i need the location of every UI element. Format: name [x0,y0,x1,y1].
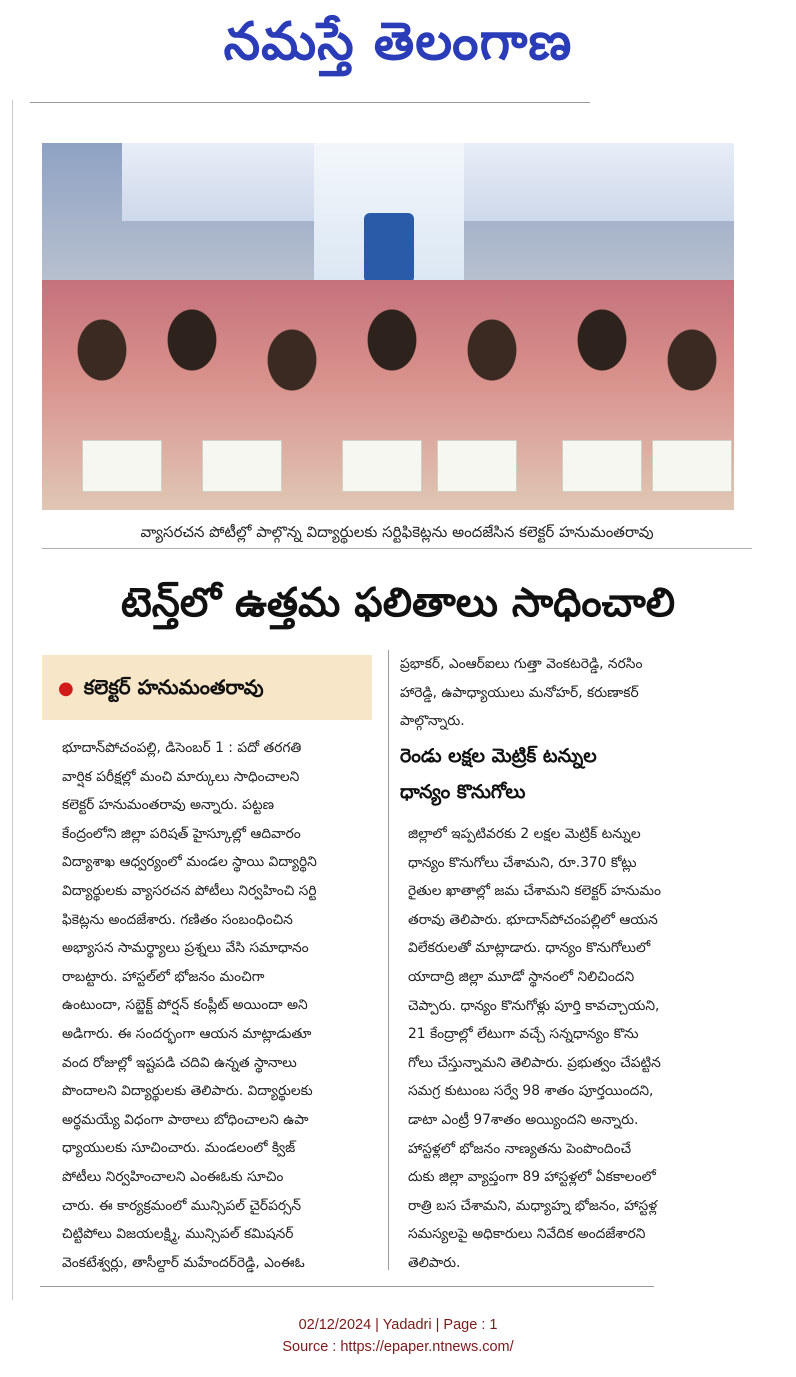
article-text-line: వంద రోజుల్లో ఇష్టపడి చదివి ఉన్నత స్థానాలు [62,1054,297,1071]
article-text-line: జిల్లాలో ఇప్పటివరకు 2 లక్షల మెట్రిక్ టన్నుల [408,826,641,842]
footer-date-edition: 02/12/2024 | Yadadri | Page : 1 [298,1317,498,1333]
byline-box [42,655,372,720]
column-divider [388,650,389,1270]
article-text-line: ఫికెట్లను అందజేశారు. గణితం సంబంధించిన [62,911,293,928]
article-text-line: రాబట్టారు. హాస్టల్‌లో భోజనం మంచిగా [62,968,265,985]
article-text-line: పోటీలు నిర్వహించాలని ఎంఈఓకు సూచిం [62,1168,284,1185]
article-text-line: పాల్గొన్నారు. [400,713,465,730]
article-text-line: చెప్పారు. ధాన్యం కొనుగోళ్లు పూర్తి కావచ్చాయని, [408,997,660,1014]
article-text-line: దుకు జిల్లా వ్యాప్తంగా 89 హాస్టళ్లలో ఏకకాలంలో [408,1169,656,1186]
article-text-line: వెంకటేశ్వర్లు, తాసీల్దార్ మహేందర్‌రెడ్డి, ఎంఈఓ [62,1254,305,1271]
article-text-line: ప్రభాకర్, ఎంఆర్‌ఐలు గుత్తా వెంకటరెడ్డి, నరసిం [400,656,643,672]
article-text-line: ధాన్యం కొనుగోలు చేశామని, రూ.370 కోట్లు [408,854,637,871]
article-text-line: విలేకరులతో మాట్లాడారు. ధాన్యం కొనుగోలులో [408,940,651,957]
bottom-divider [40,1286,654,1287]
article-text-line: ఉంటుందా, సబ్జెక్ట్ పోర్షన్ కంప్లీట్ అయిందా అని [62,997,308,1014]
article-left-column [62,734,380,1277]
article-right-column [408,820,740,1278]
footer-source: Source : https://epaper.ntnews.com/ [282,1339,514,1355]
article-text-line: అభ్యాసన సామర్థ్యాలు ప్రశ్నలు వేసి సమాధానం [62,940,309,957]
article-text-line: అడిగారు. ఈ సందర్భంగా ఆయన మాట్లాడుతూ [62,1025,312,1042]
article-text-line: రైతుల ఖాతాల్లో జమ చేశామని కలెక్టర్ హనుమం [408,883,661,900]
photo-certificate [652,440,732,492]
article-text-line: కేంద్రంలోని జిల్లా పరిషత్ హైస్కూల్లో ఆదివారం [62,825,301,842]
article-text-line: భూదాన్‌పోచంపల్లి, డిసెంబర్ 1 : పదో తరగతి [62,740,302,756]
article-text-line: రాత్రి బస చేశామని, మధ్యాహ్న భోజనం, హాస్టళ్ల [408,1197,658,1214]
article-text-line: పొందాలని విద్యార్థులకు తెలిపారు. విద్యార్థులకు [62,1083,313,1100]
article-subheading [400,738,740,810]
article-text-line: గోలు చేస్తున్నామని తెలిపారు. ప్రభుత్వం చేపట్టిన [408,1054,661,1071]
byline-text: కలెక్టర్ హనుమంతరావు [83,675,264,699]
article-text-line: హారెడ్డి, ఉపాధ్యాయులు మనోహర్, కరుణాకర్ [400,684,639,701]
photo-certificate [342,440,422,492]
article-text-line: తరావు తెలిపారు. భూదాన్‌పోచంపల్లిలో ఆయన [408,911,658,928]
masthead-divider [30,102,590,103]
article-right-column-top [400,650,740,736]
article-text-line: తెలిపారు. [408,1254,461,1271]
article-text-line: విద్యాశాఖ ఆధ్వర్యంలో మండల స్థాయి విద్యార్థిని [62,854,317,871]
article-text-line: డాటా ఎంట్రీ 97శాతం అయ్యిందని అన్నారు. [408,1111,639,1128]
article-text-line: 21 కేంద్రాల్లో లేటుగా వచ్చే సన్నధాన్యం కొను [408,1026,639,1043]
news-photo [42,143,734,510]
article-text-line: విద్యార్థులకు వ్యాసరచన పోటీలు నిర్వహించి సర్టి [62,882,317,899]
article-text-line: చిట్టిపోలు విజయలక్ష్మి, మున్సిపల్ కమిషనర్ [62,1226,294,1243]
article-text-line: కలెక్టర్ హనుమంతరావు అన్నారు. పట్టణ [62,797,275,814]
article-text-line: వార్షిక పరీక్షల్లో మంచి మార్కులు సాధించాలని [62,768,300,785]
article-headline: టెన్త్‌లో ఉత్తమ ఫలితాలు సాధించాలి [120,580,676,626]
page-left-rule [12,100,13,1300]
photo-certificate [437,440,517,492]
photo-caption: వ్యాసరచన పోటీల్లో పాల్గొన్న విద్యార్థులకు సర్టిఫికెట్లను అందజేసిన కలెక్టర్ హనుమంతరావు [140,523,654,541]
subheading-line: రెండు లక్షల మెట్రిక్ టన్నుల [400,745,597,767]
article-text-line: హాస్టళ్లలో భోజనం నాణ్యతను పెంపొందించే [408,1140,632,1157]
article-text-line: యాదాద్రి జిల్లా మూడో స్థానంలో నిలిచిందని [408,968,635,985]
bullet-icon: ● [58,678,74,699]
photo-certificate [202,440,282,492]
article-text-line: అర్థమయ్యే విధంగా పాఠాలు బోధించాలని ఉపా [62,1111,309,1128]
subheading-line: ధాన్యం కొనుగోలు [400,781,526,803]
photo-certificate [82,440,162,492]
photo-certificate [562,440,642,492]
article-text-line: ధ్యాయులకు సూచించారు. మండలంలో క్విజ్ [62,1140,296,1157]
caption-divider [42,548,752,549]
article-text-line: సమగ్ర కుటుంబ సర్వే 98 శాతం పూర్తయిందని, [408,1083,654,1100]
article-text-line: సమస్యలపై అధికారులు నివేదిక అందజేశారని [408,1226,646,1243]
newspaper-masthead: నమస్తే తెలంగాణ [223,11,573,72]
article-text-line: చారు. ఈ కార్యక్రమంలో మున్సిపల్ చైర్‌పర్సన్ [62,1197,302,1214]
standee-logo [364,213,414,283]
